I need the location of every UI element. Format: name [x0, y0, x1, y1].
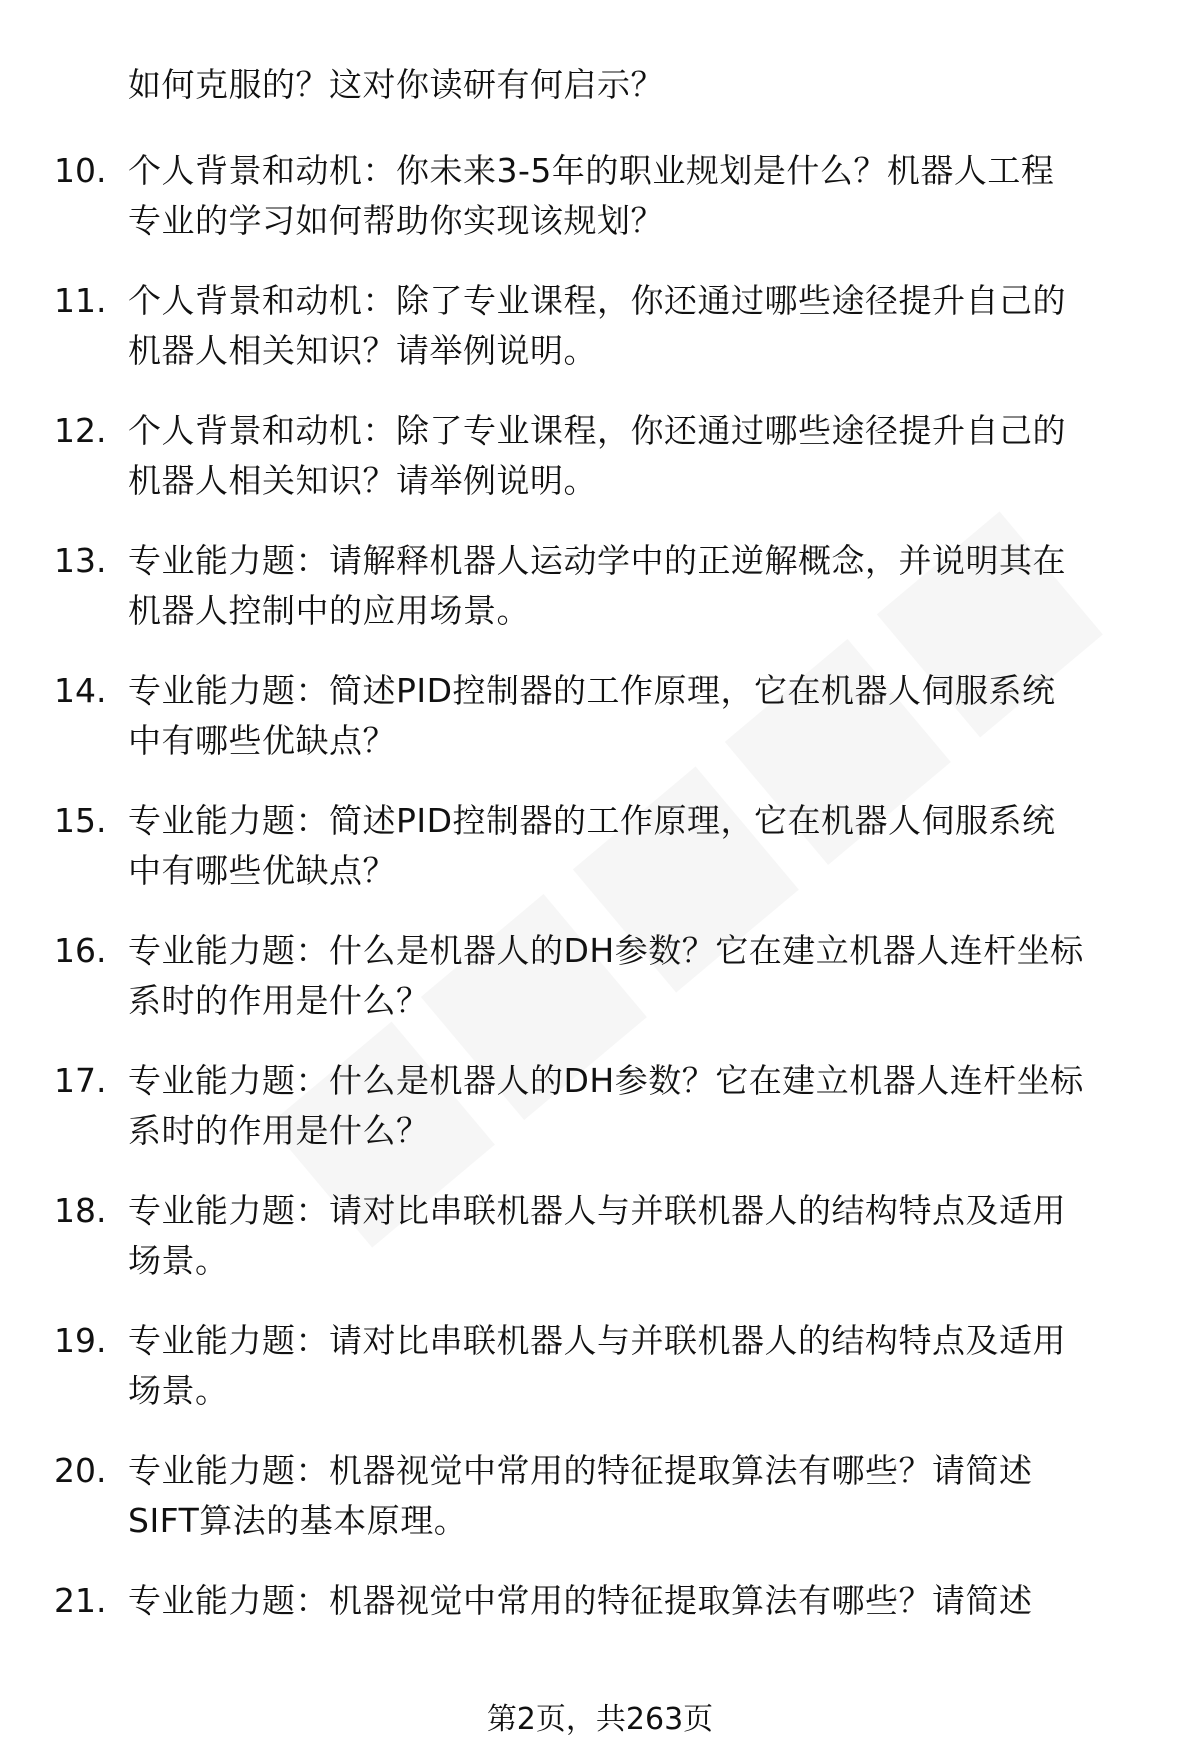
question-number: 18. — [54, 1191, 107, 1230]
question-number: 16. — [54, 931, 107, 970]
question-text: 个人背景和动机：除了专业课程，你还通过哪些途径提升自己的 机器人相关知识？请举例说明。 — [128, 281, 1066, 370]
question-text: 个人背景和动机：你未来3-5年的职业规划是什么？机器人工程 专业的学习如何帮助你实现该规划？ — [128, 151, 1055, 240]
question-item — [0, 530, 1200, 660]
question-number: 19. — [54, 1321, 107, 1360]
question-number: 11. — [54, 281, 107, 320]
question-text: 专业能力题：简述PID控制器的工作原理，它在机器人伺服系统 中有哪些优缺点？ — [128, 671, 1056, 760]
question-number: 14. — [54, 671, 107, 710]
question-item — [0, 400, 1200, 530]
question-text: 专业能力题：请对比串联机器人与并联机器人的结构特点及适用 场景。 — [128, 1191, 1066, 1280]
question-item — [0, 1050, 1200, 1180]
question-number: 15. — [54, 801, 107, 840]
question-item — [0, 920, 1200, 1050]
question-text: 个人背景和动机：除了专业课程，你还通过哪些途径提升自己的 机器人相关知识？请举例说明。 — [128, 411, 1066, 500]
question-text: 专业能力题：请解释机器人运动学中的正逆解概念，并说明其在 机器人控制中的应用场景。 — [128, 541, 1066, 630]
question-item — [0, 660, 1200, 790]
question-number: 13. — [54, 541, 107, 580]
question-number: 10. — [54, 151, 107, 190]
question-number: 20. — [54, 1451, 107, 1490]
question-item — [0, 140, 1200, 270]
question-number: 17. — [54, 1061, 107, 1100]
question-number: 21. — [54, 1581, 107, 1620]
page-footer: 第2页，共263页 — [486, 1702, 714, 1737]
question-text: 专业能力题：机器视觉中常用的特征提取算法有哪些？请简述 SIFT算法的基本原理。 — [128, 1451, 1033, 1540]
question-text: 专业能力题：什么是机器人的DH参数？它在建立机器人连杆坐标 系时的作用是什么？ — [128, 1061, 1084, 1150]
question-text: 专业能力题：机器视觉中常用的特征提取算法有哪些？请简述 — [128, 1581, 1033, 1620]
continued-question-text: 如何克服的？这对你读研有何启示？ — [128, 65, 664, 104]
question-text: 专业能力题：什么是机器人的DH参数？它在建立机器人连杆坐标 系时的作用是什么？ — [128, 931, 1084, 1020]
question-list — [0, 140, 1200, 1700]
question-item — [0, 1440, 1200, 1570]
question-item — [0, 1310, 1200, 1440]
question-text: 专业能力题：简述PID控制器的工作原理，它在机器人伺服系统 中有哪些优缺点？ — [128, 801, 1056, 890]
question-number: 12. — [54, 411, 107, 450]
question-item — [0, 1180, 1200, 1310]
question-item — [0, 1570, 1200, 1700]
question-item — [0, 270, 1200, 400]
question-item — [0, 790, 1200, 920]
question-text: 专业能力题：请对比串联机器人与并联机器人的结构特点及适用 场景。 — [128, 1321, 1066, 1410]
